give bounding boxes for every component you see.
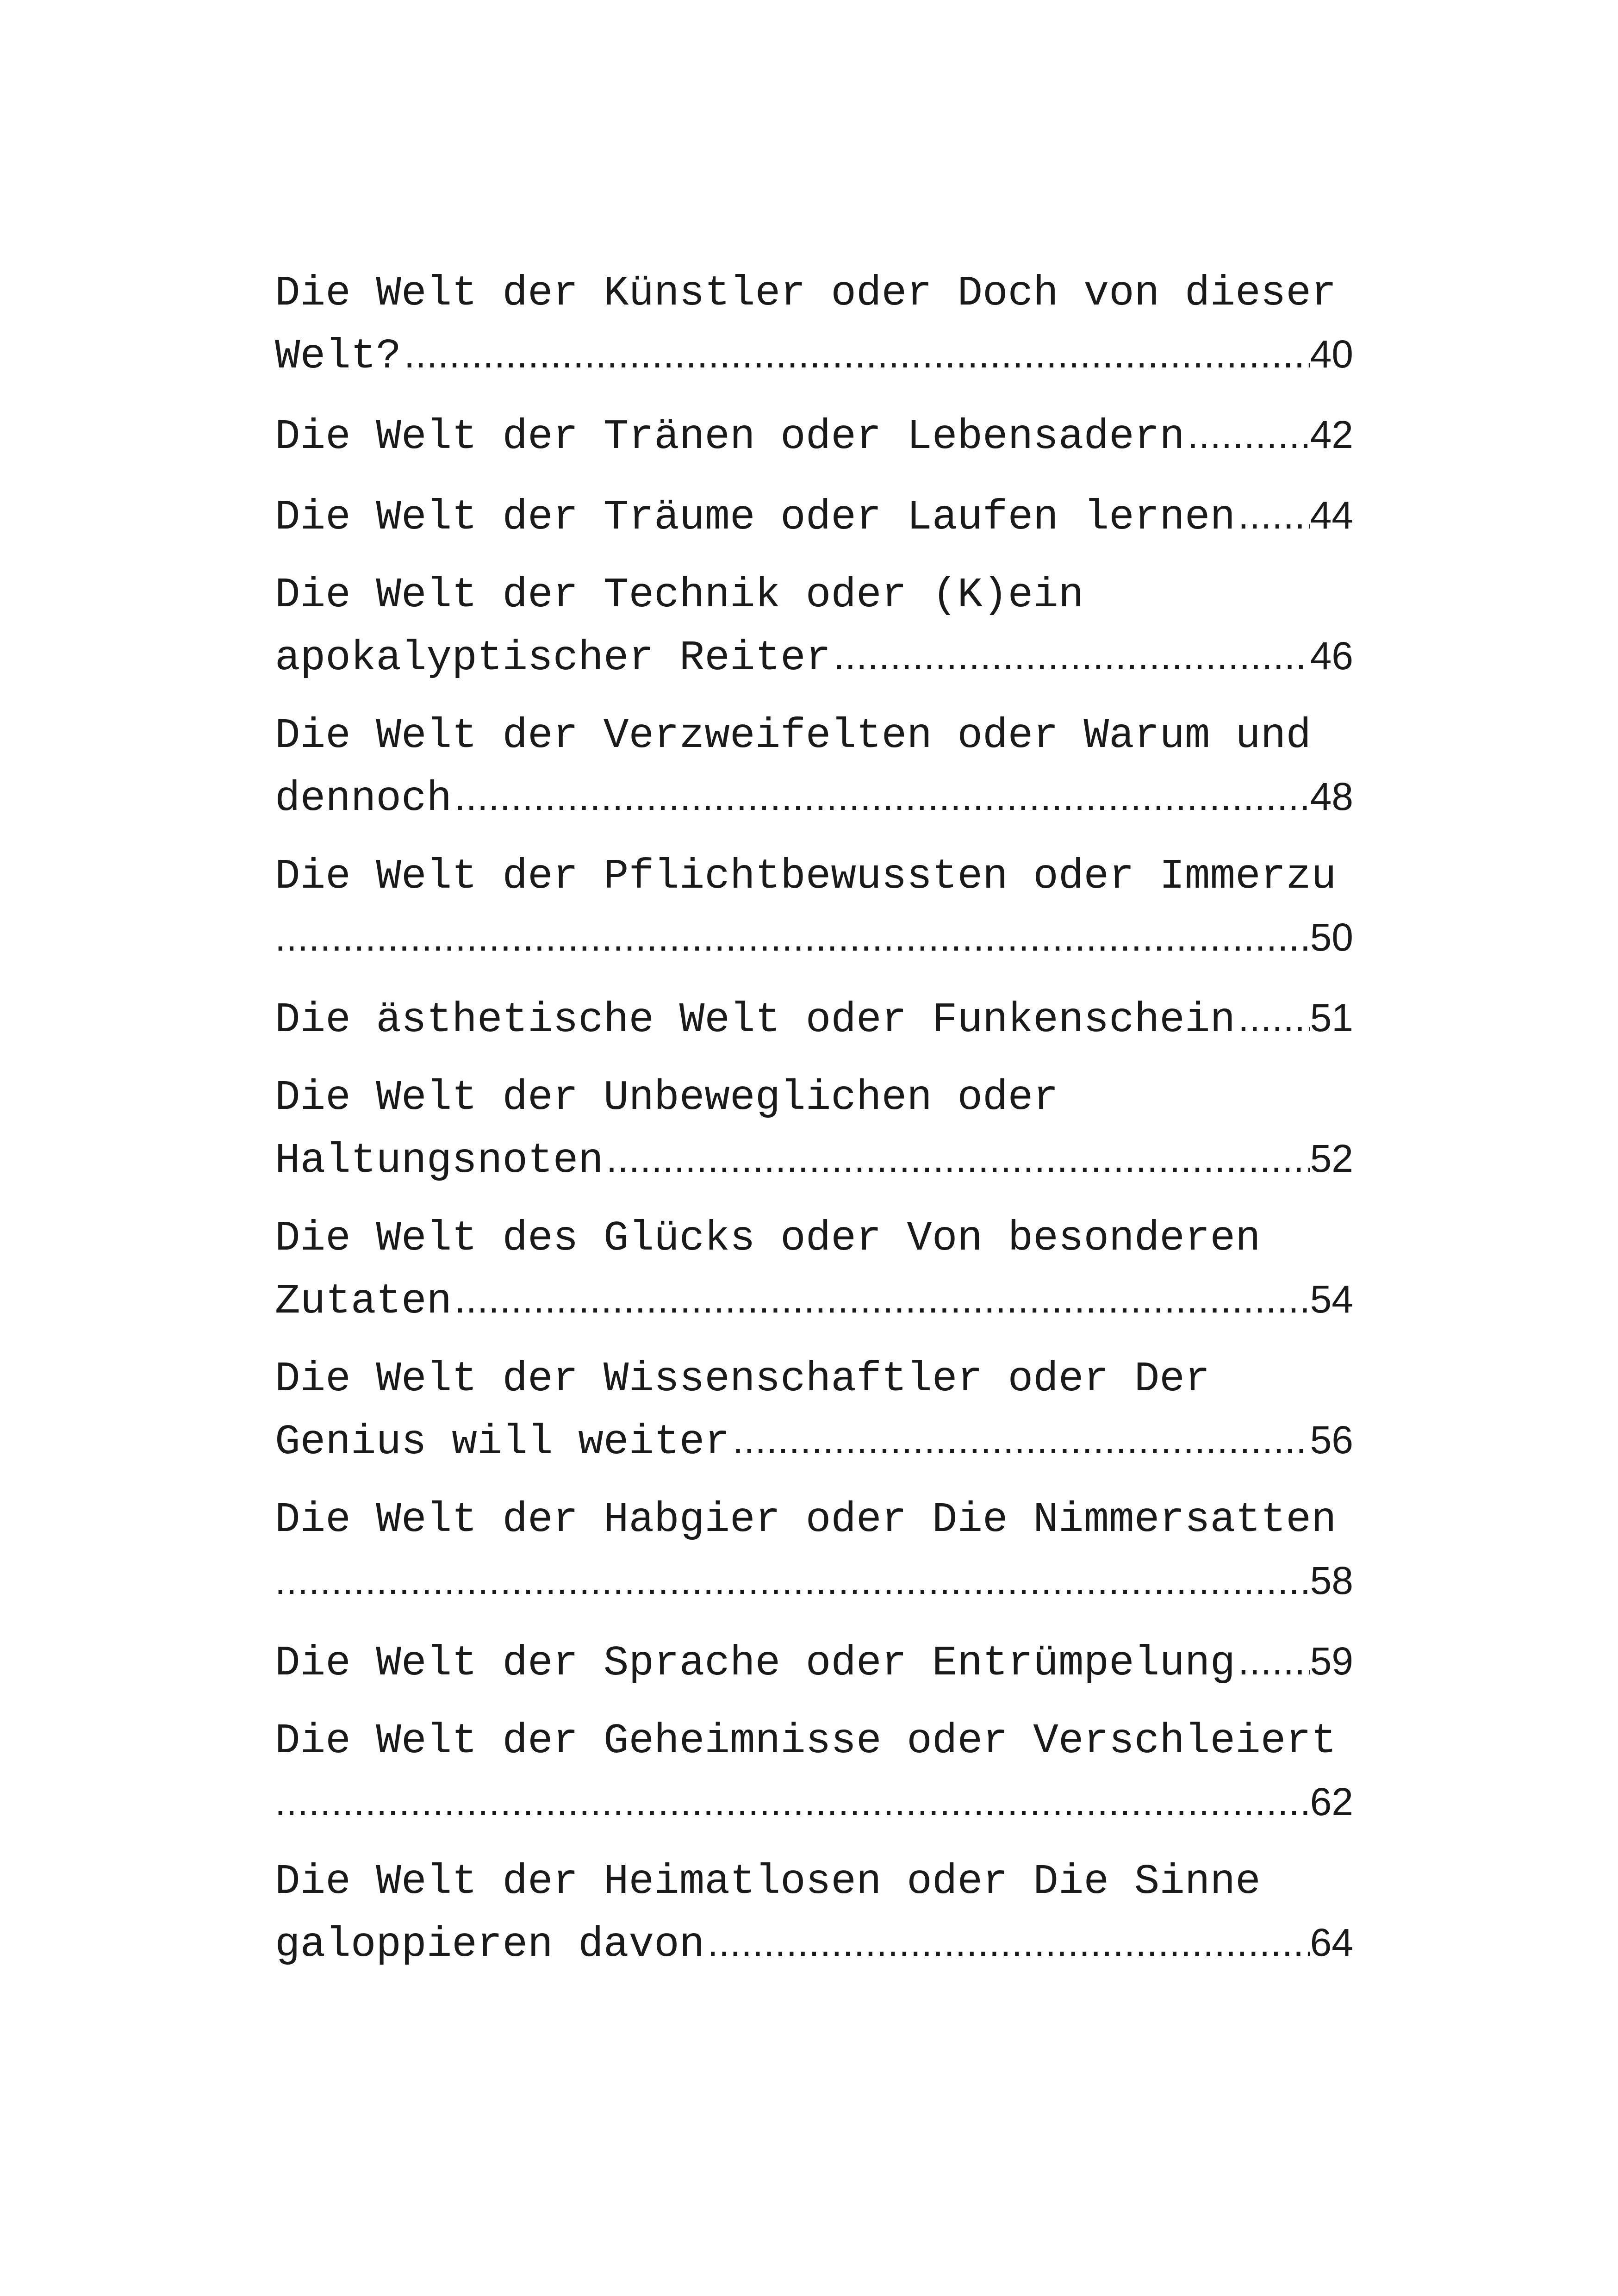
toc-entry[interactable]	[275, 1209, 1353, 1329]
toc-entry[interactable]	[275, 706, 1353, 827]
leader-dots	[1238, 485, 1310, 545]
toc-entry[interactable]	[275, 847, 1353, 967]
toc-entry-title-continued: galoppieren davon	[275, 1921, 705, 1969]
toc-entry-title: Die Welt der Künstler oder Doch von dieser	[275, 270, 1337, 317]
toc-page-number: 51	[1310, 996, 1353, 1039]
leader-dots	[1238, 988, 1310, 1048]
toc-entry[interactable]	[275, 1852, 1353, 1972]
toc-page-number: 44	[1310, 493, 1353, 537]
toc-entry-title: Die ästhetische Welt oder Funkenschein	[275, 996, 1236, 1044]
toc-entry-title-continued: dennoch	[275, 775, 452, 823]
leader-dots	[1188, 404, 1310, 465]
toc-entry[interactable]	[275, 988, 1353, 1048]
toc-entry-title: Die Welt der Tränen oder Lebensadern	[275, 413, 1185, 461]
toc-entry-title: Die Welt der Geheimnisse oder Verschleiert	[275, 1717, 1337, 1765]
toc-entry-title-continued: Haltungsnoten	[275, 1137, 604, 1185]
toc-page-number: 62	[1310, 1780, 1353, 1823]
toc-entry[interactable]	[275, 1350, 1353, 1470]
toc-page-number: 46	[1310, 634, 1353, 678]
toc-entry-title: Die Welt der Technik oder (K)ein	[275, 572, 1084, 619]
toc-entry-title: Die Welt der Unbeweglichen oder	[275, 1074, 1058, 1122]
leader-dots	[275, 907, 1310, 967]
table-of-contents	[275, 264, 1353, 1972]
toc-entry[interactable]	[275, 485, 1353, 545]
toc-entry[interactable]	[275, 264, 1353, 384]
toc-entry-title-continued: Zutaten	[275, 1278, 452, 1325]
toc-entry-title: Die Welt des Glücks oder Von besonderen	[275, 1215, 1261, 1263]
toc-page-number: 56	[1310, 1418, 1353, 1462]
leader-dots	[454, 766, 1310, 827]
toc-entry-title: Die Welt der Wissenschaftler oder Der	[275, 1356, 1210, 1403]
toc-page-number: 42	[1310, 413, 1353, 456]
leader-dots	[404, 324, 1310, 384]
toc-entry[interactable]	[275, 404, 1353, 465]
toc-entry-title-continued: Genius will weiter	[275, 1419, 730, 1466]
leader-dots	[733, 1410, 1310, 1470]
leader-dots	[275, 1550, 1310, 1611]
toc-entry-title-continued: apokalyptischer Reiter	[275, 635, 831, 682]
toc-page-number: 59	[1310, 1639, 1353, 1683]
toc-page-number: 48	[1310, 775, 1353, 818]
leader-dots	[606, 1128, 1310, 1188]
toc-entry-title: Die Welt der Verzweifelten oder Warum und	[275, 712, 1311, 760]
toc-entry-title: Die Welt der Heimatlosen oder Die Sinne	[275, 1858, 1261, 1906]
toc-entry-title-continued: Welt?	[275, 333, 402, 380]
leader-dots	[454, 1269, 1310, 1329]
toc-entry[interactable]	[275, 1711, 1353, 1832]
toc-entry-title: Die Welt der Träume oder Laufen lernen	[275, 494, 1236, 541]
leader-dots	[275, 1772, 1310, 1832]
toc-page-number: 52	[1310, 1137, 1353, 1180]
toc-page-number: 50	[1310, 915, 1353, 959]
toc-entry-title: Die Welt der Sprache oder Entrümpelung	[275, 1640, 1236, 1687]
leader-dots	[1238, 1631, 1310, 1691]
toc-entry[interactable]	[275, 1068, 1353, 1188]
toc-page-number: 58	[1310, 1559, 1353, 1602]
toc-entry-title: Die Welt der Pflichtbewussten oder Immerzu	[275, 853, 1337, 901]
toc-page-number: 40	[1310, 332, 1353, 376]
toc-entry[interactable]	[275, 1631, 1353, 1691]
toc-page-number: 64	[1310, 1921, 1353, 1964]
toc-entry[interactable]	[275, 566, 1353, 686]
toc-page-number: 54	[1310, 1277, 1353, 1321]
leader-dots	[834, 626, 1310, 686]
toc-entry-title: Die Welt der Habgier oder Die Nimmersatten	[275, 1496, 1337, 1544]
leader-dots	[707, 1912, 1310, 1972]
toc-entry[interactable]	[275, 1490, 1353, 1611]
